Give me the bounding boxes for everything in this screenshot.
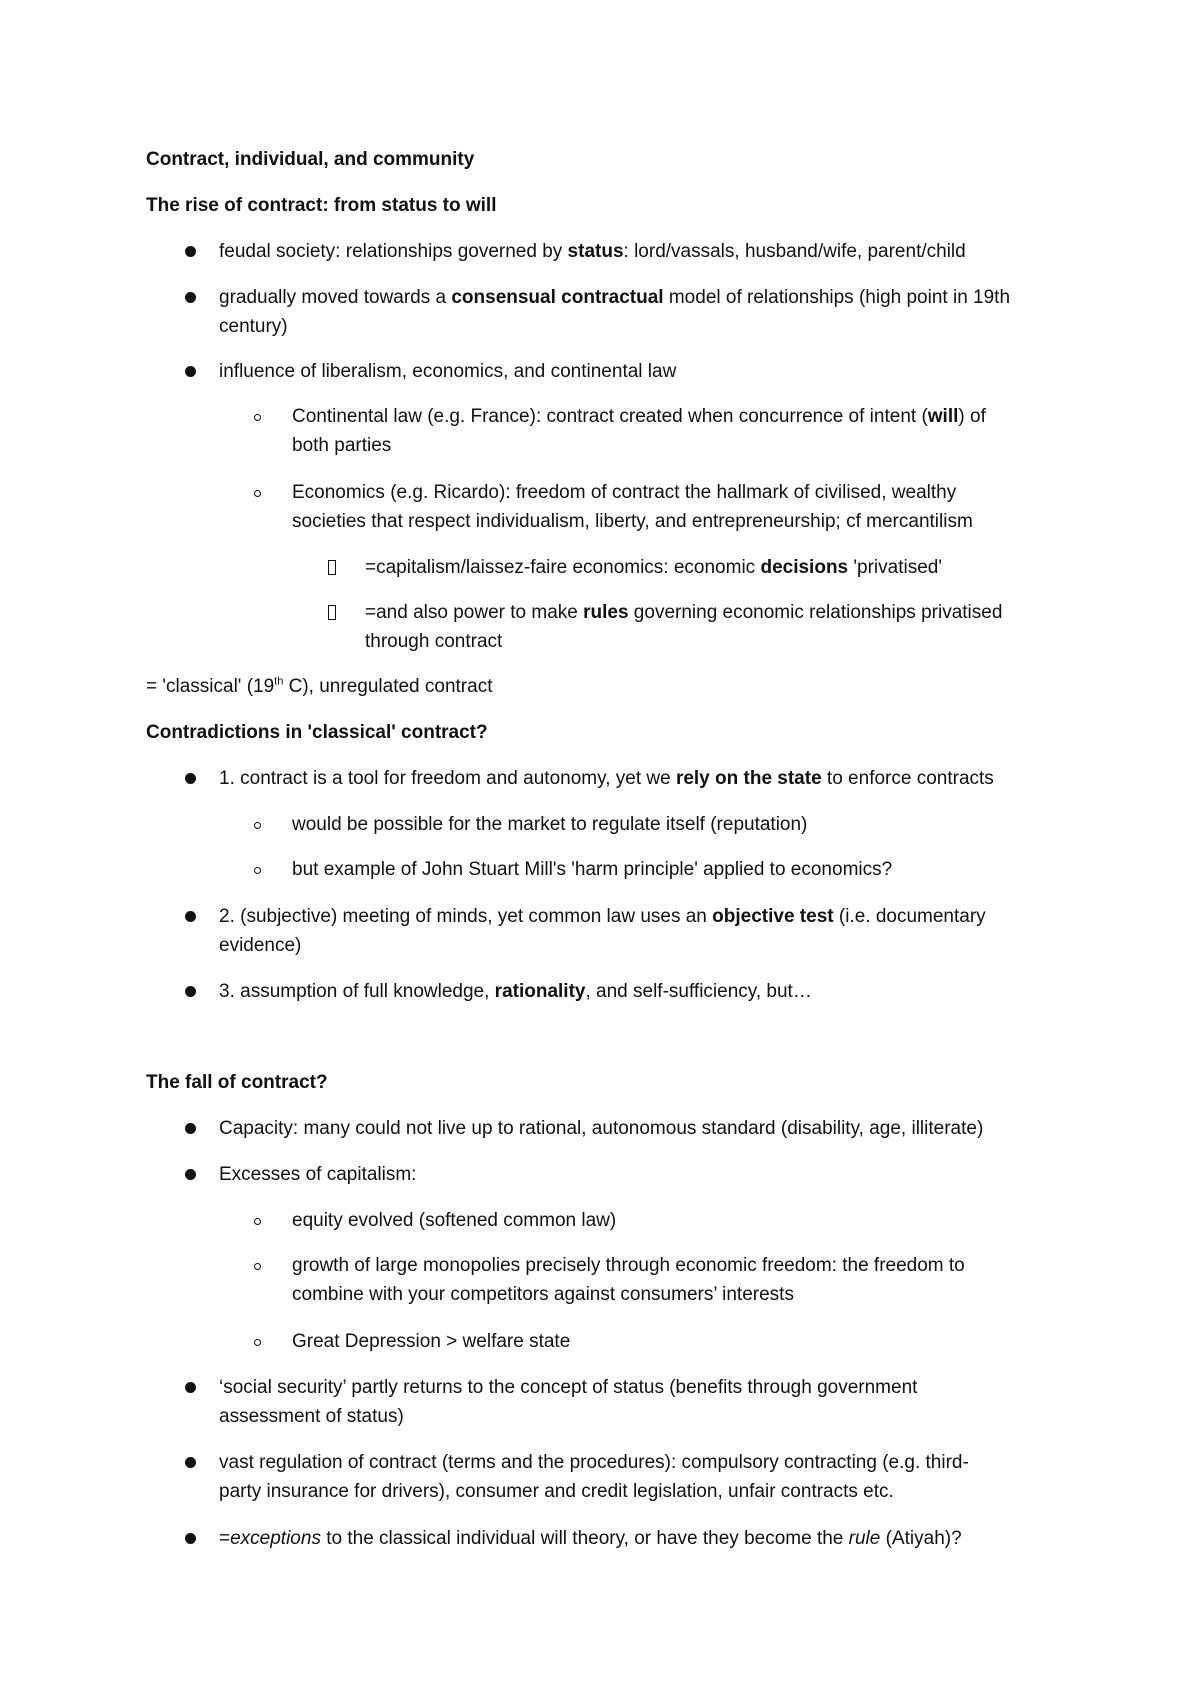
list-item: Excesses of capitalism:: [219, 1164, 417, 1185]
section-heading-fall: The fall of contract?: [146, 1072, 328, 1093]
sub-sub-list-item-continuation: through contract: [365, 631, 503, 652]
sub-list-item: Continental law (e.g. France): contract created when concurrence of intent (will) of: [292, 406, 986, 427]
bullet-icon: [185, 1382, 196, 1393]
bullet-icon: [185, 366, 196, 377]
section-heading-rise: The rise of contract: from status to will: [146, 195, 497, 216]
sub-list-item-continuation: combine with your competitors against consumers’ interests: [292, 1284, 794, 1305]
sub-bullet-icon: [254, 1218, 261, 1225]
list-item: Capacity: many could not live up to rational, autonomous standard (disability, age, illiterate): [219, 1118, 984, 1139]
list-item: ‘social security’ partly returns to the concept of status (benefits through government: [219, 1377, 918, 1398]
list-item-continuation: century): [219, 316, 288, 337]
bullet-icon: [185, 1169, 196, 1180]
bullet-icon: [185, 1123, 196, 1134]
bullet-icon: [185, 1457, 196, 1468]
sub-list-item: but example of John Stuart Mill's 'harm principle' applied to economics?: [292, 859, 893, 880]
sub-bullet-icon: [254, 1339, 261, 1346]
sub-sub-list-item: =capitalism/laissez-faire economics: economic decisions 'privatised': [365, 557, 942, 578]
sub-bullet-icon: [254, 1263, 261, 1270]
document-title: Contract, individual, and community: [146, 149, 475, 170]
sub-list-item: would be possible for the market to regulate itself (reputation): [292, 814, 808, 835]
list-item: 1. contract is a tool for freedom and autonomy, yet we rely on the state to enforce contracts: [219, 768, 994, 789]
sub-list-item: Great Depression > welfare state: [292, 1331, 571, 1352]
list-item-continuation: evidence): [219, 935, 302, 956]
sub-bullet-icon: [254, 490, 261, 497]
sub-list-item-continuation: both parties: [292, 435, 392, 456]
bullet-icon: [185, 246, 196, 257]
sub-bullet-icon: [254, 867, 261, 874]
list-item-continuation: assessment of status): [219, 1406, 404, 1427]
bullet-icon: [185, 986, 196, 997]
list-item: vast regulation of contract (terms and the procedures): compulsory contracting (e.g. third-: [219, 1452, 969, 1473]
section-heading-contradictions: Contradictions in 'classical' contract?: [146, 722, 488, 743]
list-item: 3. assumption of full knowledge, rationality, and self-sufficiency, but…: [219, 981, 812, 1002]
list-item-continuation: party insurance for drivers), consumer and credit legislation, unfair contracts etc.: [219, 1481, 894, 1502]
sub-list-item: Economics (e.g. Ricardo): freedom of contract the hallmark of civilised, wealthy: [292, 482, 957, 503]
sub-sub-list-item: =and also power to make rules governing economic relationships privatised: [365, 602, 1003, 623]
missing-glyph-bullet-icon: [328, 605, 336, 620]
summary-line: = 'classical' (19th C), unregulated contract: [146, 675, 493, 697]
sub-bullet-icon: [254, 822, 261, 829]
sub-list-item: growth of large monopolies precisely through economic freedom: the freedom to: [292, 1255, 965, 1276]
sub-bullet-icon: [254, 414, 261, 421]
missing-glyph-bullet-icon: [328, 560, 336, 575]
list-item: =exceptions to the classical individual will theory, or have they become the rule (Atiyah)?: [219, 1528, 962, 1549]
sub-list-item-continuation: societies that respect individualism, liberty, and entrepreneurship; cf mercantilism: [292, 511, 973, 532]
bullet-icon: [185, 1533, 196, 1544]
list-item: 2. (subjective) meeting of minds, yet common law uses an objective test (i.e. documentary: [219, 906, 986, 927]
bullet-icon: [185, 773, 196, 784]
list-item: influence of liberalism, economics, and continental law: [219, 361, 677, 382]
bullet-icon: [185, 911, 196, 922]
list-item: gradually moved towards a consensual contractual model of relationships (high point in 19th: [219, 287, 1011, 308]
list-item: feudal society: relationships governed by status: lord/vassals, husband/wife, parent/child: [219, 241, 966, 262]
sub-list-item: equity evolved (softened common law): [292, 1210, 617, 1231]
bullet-icon: [185, 292, 196, 303]
